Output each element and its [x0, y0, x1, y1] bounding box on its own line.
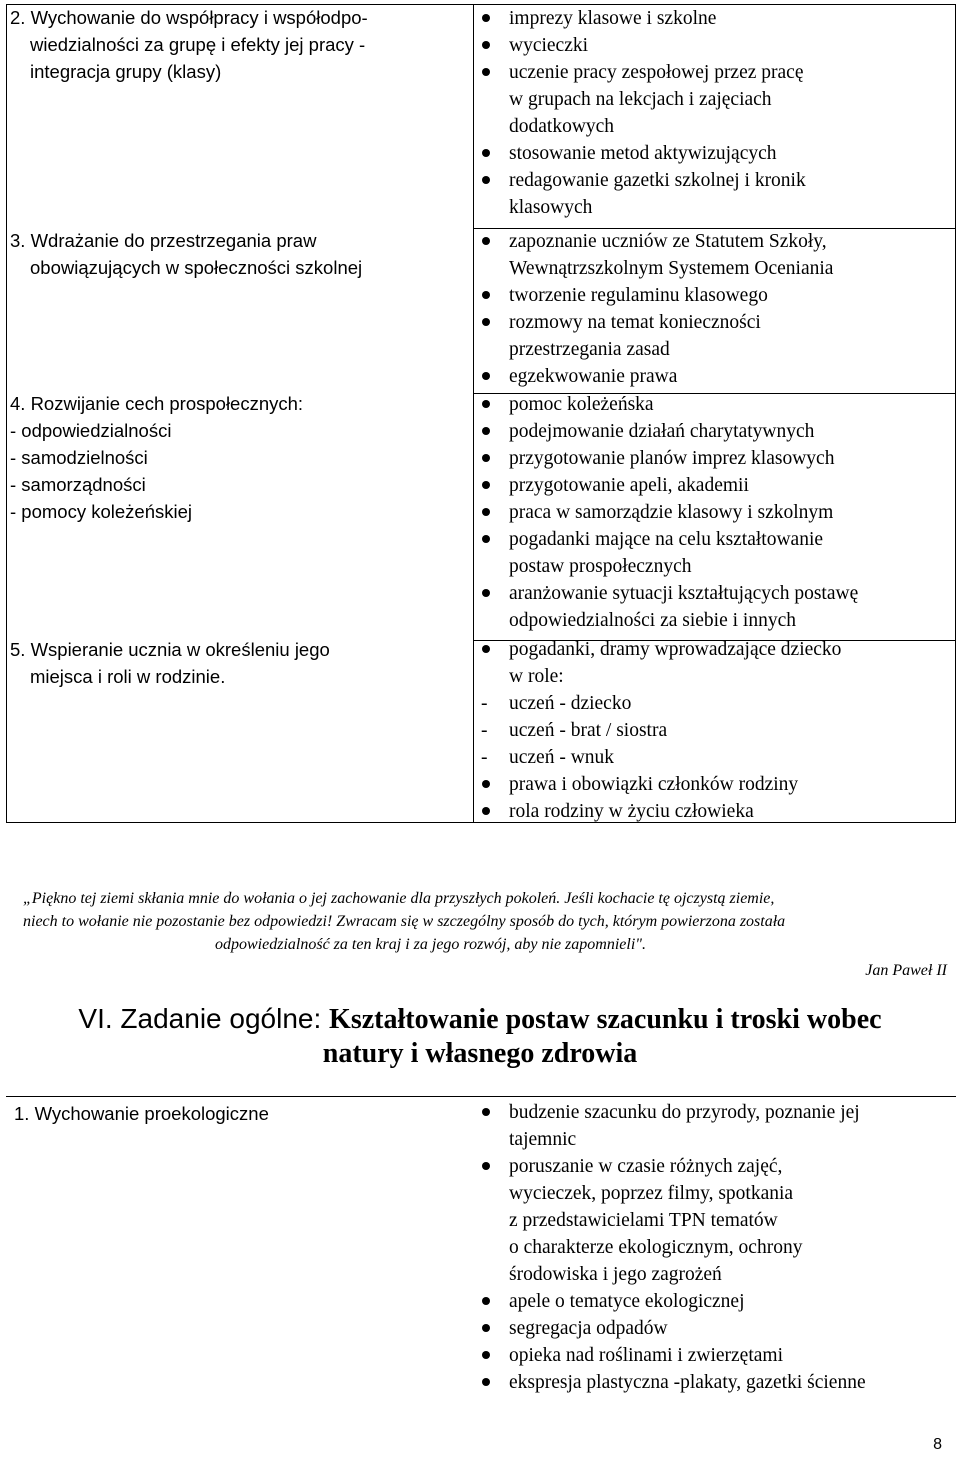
goal-text: 2. Wychowanie do współpracy i współodpo- [10, 7, 368, 28]
list-item [475, 5, 806, 32]
dash-list-item [475, 744, 841, 771]
list-item [475, 167, 806, 194]
list-item-text: pogadanki, dramy wprowadzające dziecko [509, 639, 842, 660]
list-item [475, 1180, 866, 1207]
bullet-icon [482, 589, 490, 597]
list-item [475, 1342, 866, 1369]
list-item-text: pogadanki mające na celu kształtowanie [509, 529, 824, 550]
bullet-icon [482, 372, 490, 380]
bullet-icon [482, 400, 490, 408]
bullet-icon [482, 41, 490, 49]
list-item [475, 553, 858, 580]
bullet-icon [482, 807, 490, 815]
list-item [475, 282, 833, 309]
list-item-text: przygotowanie apeli, akademii [509, 475, 749, 496]
bullet-icon [482, 1351, 490, 1359]
list-item [475, 113, 806, 140]
bullet-icon [482, 237, 490, 245]
bullet-icon [482, 454, 490, 462]
bullet-icon [482, 1378, 490, 1386]
bullet-icon [482, 427, 490, 435]
list-item [475, 1153, 866, 1180]
list-item-text: Wewnątrzszkolnym Systemem Oceniania [509, 258, 834, 279]
list-item [475, 1315, 866, 1342]
dash-list-item [475, 717, 841, 744]
quote-author: Jan Paweł II [865, 962, 947, 979]
goal-item-1: 1. Wychowanie proekologiczne [14, 1103, 269, 1124]
goal-item-3 [10, 227, 362, 281]
list-item [475, 336, 833, 363]
list-item-text: uczenie pracy zespołowej przez pracę [509, 62, 804, 83]
bullet-icon [482, 176, 490, 184]
list-item [475, 526, 858, 553]
activities-group-3 [475, 391, 858, 634]
bullet-icon [482, 14, 490, 22]
list-item-text: opieka nad roślinami i zwierzętami [509, 1345, 783, 1366]
list-item-text: egzekwowanie prawa [509, 366, 678, 387]
list-item [475, 255, 833, 282]
list-item-text: prawa i obowiązki członków rodziny [509, 774, 799, 795]
quote-line: odpowiedzialność za ten kraj i za jego rozwój, aby nie zapomnieli". [215, 936, 646, 953]
list-item-text: ekspresja plastyczna -plakaty, gazetki ścienne [509, 1372, 866, 1393]
goal-item-2 [10, 4, 368, 85]
list-item [475, 418, 858, 445]
list-item [475, 309, 833, 336]
dash-marker: - [481, 693, 488, 714]
goal-text: - pomocy koleżeńskiej [10, 501, 192, 522]
bullet-icon [482, 645, 490, 653]
list-item [475, 32, 806, 59]
list-item-text: wycieczki [509, 35, 589, 56]
list-item [475, 499, 858, 526]
list-item-text: tajemnic [509, 1129, 577, 1150]
list-item-text: podejmowanie działań charytatywnych [509, 421, 815, 442]
goal-text: obowiązujących w społeczności szkolnej [30, 257, 363, 278]
list-item-text: w role: [509, 666, 564, 687]
list-item-text: klasowych [509, 197, 593, 218]
list-item-text: apele o tematyce ekologicznej [509, 1291, 745, 1312]
column-divider [473, 5, 474, 822]
list-item [475, 228, 833, 255]
list-item [475, 1288, 866, 1315]
goal-text: miejsca i roli w rodzinie. [30, 666, 226, 687]
goal-text: 4. Rozwijanie cech prospołecznych: [10, 393, 304, 414]
bullet-icon [482, 1108, 490, 1116]
list-item-text: uczeń - wnuk [509, 747, 615, 768]
list-item-text: aranżowanie sytuacji kształtujących postawę [509, 583, 859, 604]
bullet-icon [482, 318, 490, 326]
list-item-text: rozmowy na temat konieczności [509, 312, 761, 333]
goal-item-5 [10, 636, 330, 690]
bullet-icon [482, 1162, 490, 1170]
list-item [475, 194, 806, 221]
list-item-text: o charakterze ekologicznym, ochrony [509, 1237, 803, 1258]
list-item-text: uczeń - dziecko [509, 693, 632, 714]
goal-text: 5. Wspieranie ucznia w określeniu jego [10, 639, 330, 660]
heading-title-line-1: Kształtowanie postaw szacunku i troski wobec [329, 1004, 882, 1035]
list-item [475, 1099, 866, 1126]
bullet-icon [482, 508, 490, 516]
list-item-text: praca w samorządzie klasowy i szkolnym [509, 502, 834, 523]
goal-text: - samorządności [10, 474, 146, 495]
bullet-icon [482, 535, 490, 543]
list-item-text: zapoznanie uczniów ze Statutem Szkoły, [509, 231, 827, 252]
list-item [475, 140, 806, 167]
bullet-icon [482, 149, 490, 157]
list-item [475, 580, 858, 607]
list-item [475, 472, 858, 499]
list-item-text: poruszanie w czasie różnych zajęć, [509, 1156, 783, 1177]
goal-text: integracja grupy (klasy) [30, 61, 222, 82]
goal-item-4 [10, 390, 303, 525]
list-item [475, 1261, 866, 1288]
section-heading [0, 1002, 960, 1071]
list-item [475, 1234, 866, 1261]
list-item-text: przygotowanie planów imprez klasowych [509, 448, 835, 469]
bullet-icon [482, 780, 490, 788]
list-item [475, 771, 841, 798]
activities-group-5 [475, 1099, 866, 1396]
list-item-text: dodatkowych [509, 116, 615, 137]
heading-prefix: VI. Zadanie ogólne: [78, 1003, 330, 1034]
list-item-text: postaw prospołecznych [509, 556, 692, 577]
bullet-icon [482, 1297, 490, 1305]
list-item [475, 445, 858, 472]
dash-list-item [475, 690, 841, 717]
bullet-icon [482, 68, 490, 76]
list-item-text: budzenie szacunku do przyrody, poznanie jej [509, 1102, 860, 1123]
list-item-text: stosowanie metod aktywizujących [509, 143, 777, 164]
goal-text: 3. Wdrażanie do przestrzegania praw [10, 230, 317, 251]
bullet-icon [482, 291, 490, 299]
list-item-text: redagowanie gazetki szkolnej i kronik [509, 170, 806, 191]
list-item-text: w grupach na lekcjach i zajęciach [509, 89, 772, 110]
goal-text: - odpowiedzialności [10, 420, 172, 441]
list-item-text: uczeń - brat / siostra [509, 720, 668, 741]
bullet-icon [482, 1324, 490, 1332]
list-item [475, 86, 806, 113]
page-number: 8 [933, 1436, 942, 1453]
quote-line: „Piękno tej ziemi skłania mnie do wołania o jej zachowanie dla przyszłych pokoleń. Jeśli kochacie tę ojczystą ziemie, [23, 890, 775, 907]
bullet-icon [482, 481, 490, 489]
list-item [475, 636, 841, 663]
list-item [475, 1126, 866, 1153]
list-item-text: pomoc koleżeńska [509, 394, 654, 415]
list-item [475, 59, 806, 86]
goal-text: - samodzielności [10, 447, 148, 468]
list-item [475, 663, 841, 690]
list-item-text: przestrzegania zasad [509, 339, 670, 360]
list-item [475, 798, 841, 825]
activities-group-4 [475, 636, 841, 825]
list-item-text: segregacja odpadów [509, 1318, 668, 1339]
list-item [475, 607, 858, 634]
list-item-text: środowiska i jego zagrożeń [509, 1264, 722, 1285]
list-item-text: odpowiedzialności za siebie i innych [509, 610, 796, 631]
quote-line: niech to wołanie nie pozostanie bez odpowiedzi! Zwracam się w szczególny sposób do tych, którym powierzona została [23, 913, 786, 930]
dash-marker: - [481, 720, 488, 741]
heading-title-line-2: natury i własnego zdrowia [322, 1038, 638, 1069]
list-item [475, 1369, 866, 1396]
list-item [475, 391, 858, 418]
list-item-text: imprezy klasowe i szkolne [509, 8, 717, 29]
list-item-text: z przedstawicielami TPN tematów [509, 1210, 778, 1231]
dash-marker: - [481, 747, 488, 768]
list-item [475, 1207, 866, 1234]
list-item-text: tworzenie regulaminu klasowego [509, 285, 768, 306]
list-item-text: rola rodziny w życiu człowieka [509, 801, 754, 822]
activities-group-1 [475, 5, 806, 221]
list-item-text: wycieczek, poprzez filmy, spotkania [509, 1183, 794, 1204]
goal-text: wiedzialności za grupę i efekty jej pracy - [30, 34, 366, 55]
list-item [475, 363, 833, 390]
activities-group-2 [475, 228, 833, 390]
